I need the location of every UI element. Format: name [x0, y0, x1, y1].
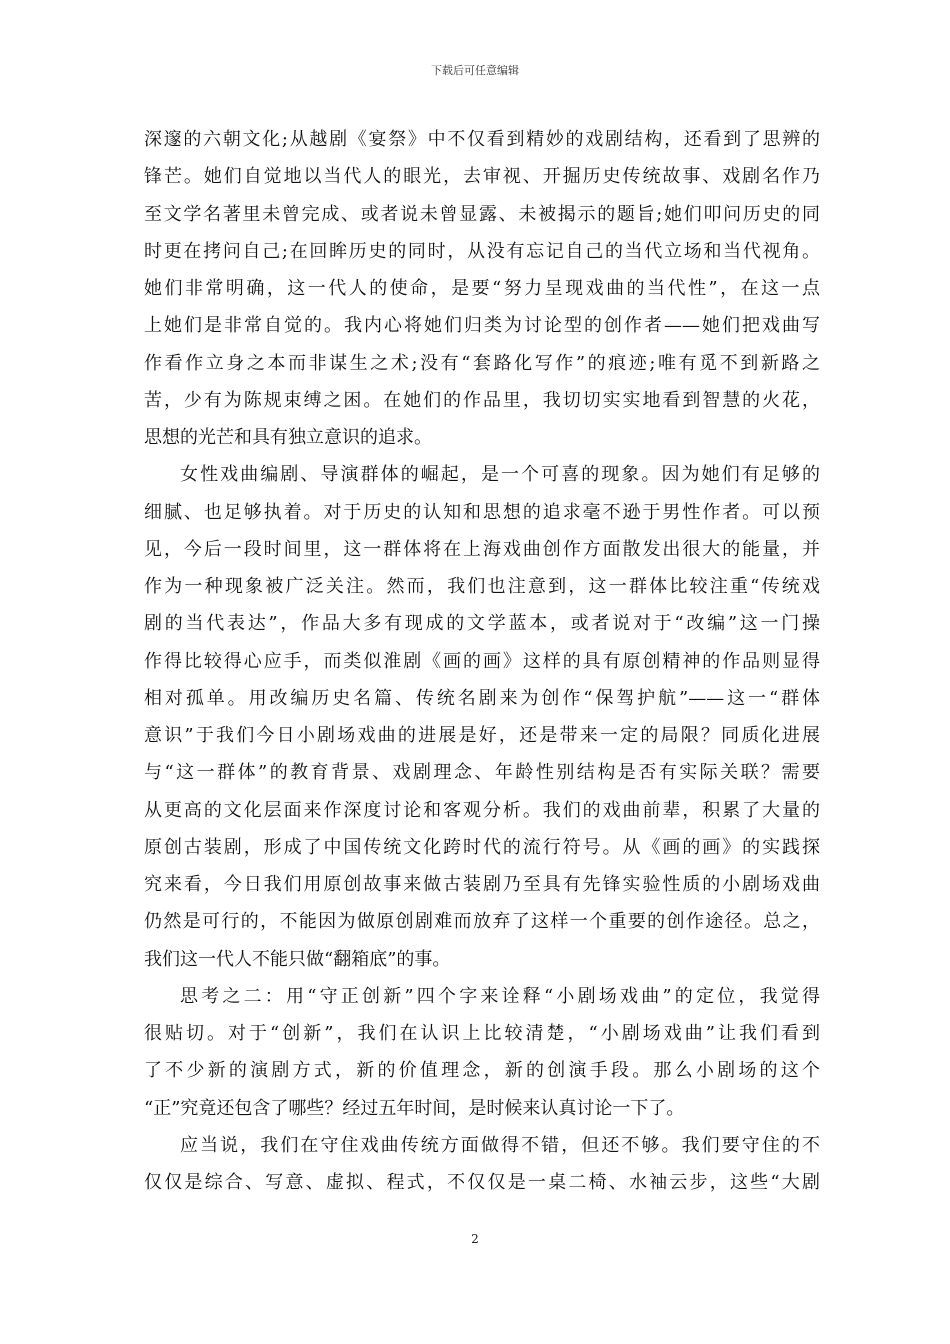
text-line: 相对孤单。用改编历史名篇、传统名剧来为创作“保驾护航”——这一“群体: [144, 687, 820, 709]
text-line: 上她们是非常自觉的。我内心将她们归类为讨论型的创作者——她们把戏曲写: [144, 315, 820, 337]
text-line: 见，今后一段时间里，这一群体将在上海戏曲创作方面散发出很大的能量，并: [144, 538, 820, 560]
text-line: 作看作立身之本而非谋生之术;没有“套路化写作”的痕迹;唯有觅不到新路之: [144, 352, 820, 374]
text-line: 锋芒。她们自觉地以当代人的眼光，去审视、开掘历史传统故事、戏剧名作乃: [144, 166, 820, 188]
page-header: 下载后可任意编辑: [431, 64, 519, 77]
text-line: 仍然是可行的，不能因为做原创剧难而放弃了这样一个重要的创作途径。总之，: [144, 911, 820, 933]
text-line: 女性戏曲编剧、导演群体的崛起，是一个可喜的现象。因为她们有足够的: [180, 464, 820, 486]
text-line: 思想的光芒和具有独立意识的追求。: [144, 427, 432, 448]
page-number: 2: [471, 1232, 479, 1246]
text-line: 她们非常明确，这一代人的使命，是要“努力呈现戏曲的当代性”，在这一点: [144, 278, 820, 299]
text-line: 作得比较得心应手，而类似淮剧《画的画》这样的具有原创精神的作品则显得: [144, 650, 820, 672]
text-line: 与“这一群体”的教育背景、戏剧理念、年龄性别结构是否有实际关联？需要: [144, 762, 820, 784]
text-line: 细腻、也足够执着。对于历史的认知和思想的追求毫不逊于男性作者。可以预: [144, 501, 820, 523]
text-line: 从更高的文化层面来作深度讨论和客观分析。我们的戏曲前辈，积累了大量的: [144, 799, 820, 821]
text-line: 应当说，我们在守住戏曲传统方面做得不错，但还不够。我们要守住的不: [180, 1134, 820, 1156]
text-line: 至文学名著里未曾完成、或者说未曾显露、未被揭示的题旨;她们叩问历史的同: [144, 203, 820, 225]
text-line: 很贴切。对于“创新”，我们在认识上比较清楚，“小剧场戏曲”让我们看到: [144, 1023, 820, 1044]
text-line: 时更在拷问自己;在回眸历史的同时，从没有忘记自己的当代立场和当代视角。: [144, 240, 820, 262]
text-line: 究来看，今日我们用原创故事来做古装剧乃至具有先锋实验性质的小剧场戏曲: [144, 874, 820, 895]
text-line: “正”究竟还包含了哪些？经过五年时间，是时候来认真讨论一下了。: [144, 1097, 685, 1119]
text-line: 思考之二：用“守正创新”四个字来诠释“小剧场戏曲”的定位，我觉得: [180, 985, 820, 1007]
text-line: 我们这一代人不能只做“翻箱底”的事。: [144, 948, 451, 970]
text-line: 剧的当代表达”，作品大多有现成的文学蓝本，或者说对于“改编”这一门操: [144, 613, 820, 635]
text-line: 作为一种现象被广泛关注。然而，我们也注意到，这一群体比较注重“传统戏: [144, 576, 820, 597]
text-line: 原创古装剧，形成了中国传统文化跨时代的流行符号。从《画的画》的实践探: [144, 836, 820, 858]
text-line: 仅仅是综合、写意、虚拟、程式，不仅仅是一桌二椅、水袖云步，这些“大剧: [144, 1172, 820, 1193]
text-line: 苦，少有为陈规束缚之困。在她们的作品里，我切切实实地看到智慧的火花，: [144, 389, 820, 411]
text-line: 了不少新的演剧方式，新的价值理念，新的创演手段。那么小剧场的这个: [144, 1060, 820, 1082]
text-line: 意识”于我们今日小剧场戏曲的进展是好，还是带来一定的局限？同质化进展: [144, 725, 820, 746]
body-text: [144, 121, 820, 1201]
text-line: 深邃的六朝文化;从越剧《宴祭》中不仅看到精妙的戏剧结构，还看到了思辨的: [144, 129, 820, 150]
